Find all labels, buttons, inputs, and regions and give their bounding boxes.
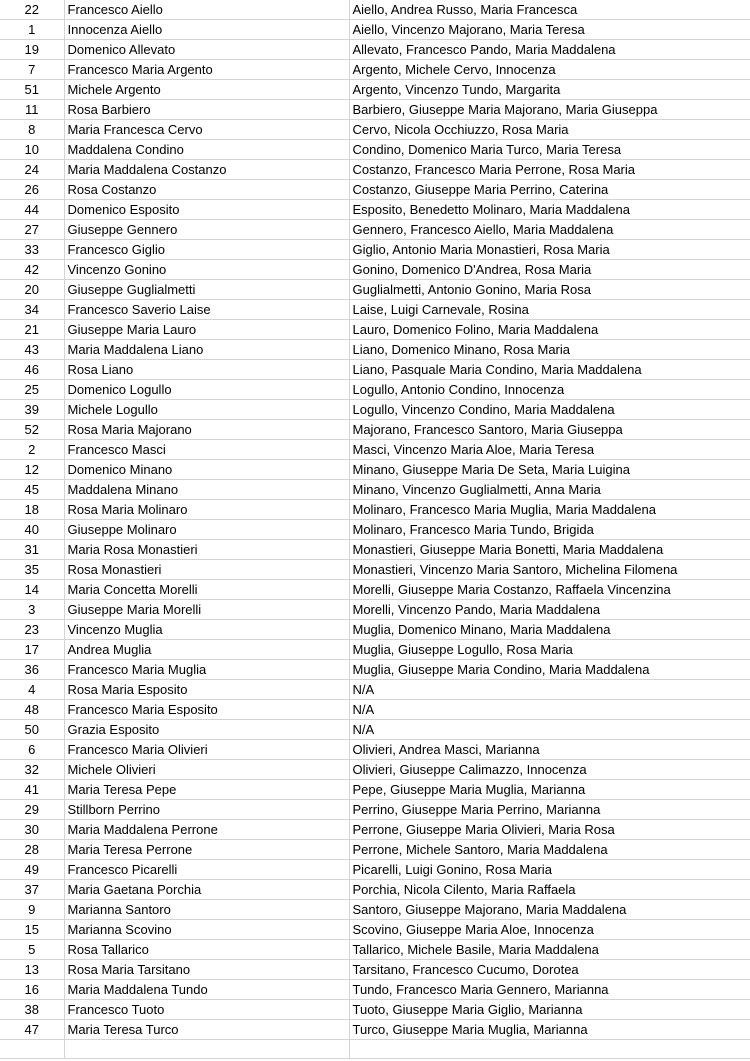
parents-cell[interactable]: Tallarico, Michele Basile, Maria Maddalena xyxy=(349,940,750,960)
record-number-cell[interactable]: 49 xyxy=(0,860,64,880)
record-number-cell[interactable]: 19 xyxy=(0,40,64,60)
record-number-cell[interactable]: 21 xyxy=(0,320,64,340)
record-number-cell[interactable]: 17 xyxy=(0,640,64,660)
person-name-cell[interactable]: Francesco Aiello xyxy=(64,0,349,20)
table-row xyxy=(0,0,750,20)
record-number-cell[interactable]: 31 xyxy=(0,540,64,560)
parents-cell[interactable]: Giglio, Antonio Maria Monastieri, Rosa Maria xyxy=(349,240,750,260)
person-name-cell[interactable]: Giuseppe Guglialmetti xyxy=(64,280,349,300)
person-name-cell[interactable]: Maria Teresa Pepe xyxy=(64,780,349,800)
person-name-cell[interactable]: Domenico Logullo xyxy=(64,380,349,400)
parents-cell[interactable]: Aiello, Vincenzo Majorano, Maria Teresa xyxy=(349,20,750,40)
table-row xyxy=(0,760,750,780)
table-row xyxy=(0,720,750,740)
record-number-cell[interactable]: 39 xyxy=(0,400,64,420)
record-number-cell[interactable]: 9 xyxy=(0,900,64,920)
table-row xyxy=(0,980,750,1000)
parents-cell[interactable]: N/A xyxy=(349,700,750,720)
parents-cell[interactable]: Muglia, Domenico Minano, Maria Maddalena xyxy=(349,620,750,640)
table-row xyxy=(0,100,750,120)
person-name-cell[interactable]: Marianna Santoro xyxy=(64,900,349,920)
table-row xyxy=(0,920,750,940)
parents-cell[interactable]: Costanzo, Francesco Maria Perrone, Rosa Maria xyxy=(349,160,750,180)
parents-cell[interactable]: Costanzo, Giuseppe Maria Perrino, Caterina xyxy=(349,180,750,200)
table-row xyxy=(0,880,750,900)
person-name-cell[interactable]: Domenico Minano xyxy=(64,460,349,480)
record-number-cell[interactable]: 23 xyxy=(0,620,64,640)
parents-cell[interactable]: Monastieri, Vincenzo Maria Santoro, Michelina Filomena xyxy=(349,560,750,580)
person-name-cell[interactable]: Maria Maddalena Liano xyxy=(64,340,349,360)
person-name-cell[interactable]: Francesco Maria Olivieri xyxy=(64,740,349,760)
record-number-cell[interactable]: 5 xyxy=(0,940,64,960)
parents-cell[interactable]: Gonino, Domenico D'Andrea, Rosa Maria xyxy=(349,260,750,280)
record-number-cell[interactable]: 28 xyxy=(0,840,64,860)
record-number-cell[interactable]: 46 xyxy=(0,360,64,380)
person-name-cell[interactable]: Francesco Picarelli xyxy=(64,860,349,880)
parents-cell[interactable]: Argento, Vincenzo Tundo, Margarita xyxy=(349,80,750,100)
person-name-cell[interactable]: Francesco Giglio xyxy=(64,240,349,260)
record-number-cell[interactable]: 51 xyxy=(0,80,64,100)
record-number-cell[interactable]: 13 xyxy=(0,960,64,980)
parents-cell[interactable]: Masci, Vincenzo Maria Aloe, Maria Teresa xyxy=(349,440,750,460)
person-name-cell[interactable]: Rosa Maria Tarsitano xyxy=(64,960,349,980)
parents-cell[interactable]: N/A xyxy=(349,680,750,700)
parents-cell[interactable]: Picarelli, Luigi Gonino, Rosa Maria xyxy=(349,860,750,880)
person-name-cell[interactable]: Vincenzo Muglia xyxy=(64,620,349,640)
person-name-cell[interactable]: Innocenza Aiello xyxy=(64,20,349,40)
record-number-cell[interactable]: 1 xyxy=(0,20,64,40)
record-number-cell[interactable]: 20 xyxy=(0,280,64,300)
table-row xyxy=(0,180,750,200)
record-number-cell[interactable]: 45 xyxy=(0,480,64,500)
parents-cell[interactable]: Minano, Giuseppe Maria De Seta, Maria Luigina xyxy=(349,460,750,480)
record-number-cell[interactable]: 25 xyxy=(0,380,64,400)
record-number-cell[interactable]: 6 xyxy=(0,740,64,760)
record-number-cell[interactable]: 7 xyxy=(0,60,64,80)
person-name-cell[interactable]: Francesco Tuoto xyxy=(64,1000,349,1020)
table-row xyxy=(0,80,750,100)
person-name-cell[interactable]: Maria Rosa Monastieri xyxy=(64,540,349,560)
parents-cell[interactable]: Argento, Michele Cervo, Innocenza xyxy=(349,60,750,80)
record-number-cell[interactable] xyxy=(0,1040,64,1059)
record-number-cell[interactable]: 33 xyxy=(0,240,64,260)
person-name-cell[interactable]: Giuseppe Molinaro xyxy=(64,520,349,540)
parents-cell[interactable]: Santoro, Giuseppe Majorano, Maria Maddalena xyxy=(349,900,750,920)
table-row xyxy=(0,240,750,260)
parents-cell[interactable]: Minano, Vincenzo Guglialmetti, Anna Maria xyxy=(349,480,750,500)
table-row xyxy=(0,360,750,380)
table-row xyxy=(0,840,750,860)
table-row xyxy=(0,420,750,440)
table-row xyxy=(0,200,750,220)
person-name-cell[interactable]: Giuseppe Maria Morelli xyxy=(64,600,349,620)
person-name-cell[interactable]: Francesco Maria Muglia xyxy=(64,660,349,680)
person-name-cell[interactable]: Andrea Muglia xyxy=(64,640,349,660)
record-number-cell[interactable]: 11 xyxy=(0,100,64,120)
table-row xyxy=(0,1000,750,1020)
table-row xyxy=(0,460,750,480)
record-number-cell[interactable]: 50 xyxy=(0,720,64,740)
record-number-cell[interactable]: 12 xyxy=(0,460,64,480)
parents-cell[interactable]: Monastieri, Giuseppe Maria Bonetti, Maria Maddalena xyxy=(349,540,750,560)
record-number-cell[interactable]: 36 xyxy=(0,660,64,680)
table-row xyxy=(0,960,750,980)
table-row xyxy=(0,160,750,180)
parents-cell[interactable]: Scovino, Giuseppe Maria Aloe, Innocenza xyxy=(349,920,750,940)
table-row xyxy=(0,300,750,320)
record-number-cell[interactable]: 35 xyxy=(0,560,64,580)
record-number-cell[interactable]: 18 xyxy=(0,500,64,520)
record-number-cell[interactable]: 34 xyxy=(0,300,64,320)
parents-cell[interactable]: Tundo, Francesco Maria Gennero, Marianna xyxy=(349,980,750,1000)
record-number-cell[interactable]: 30 xyxy=(0,820,64,840)
table-row xyxy=(0,700,750,720)
person-name-cell[interactable]: Giuseppe Gennero xyxy=(64,220,349,240)
parents-cell[interactable]: Perrino, Giuseppe Maria Perrino, Marianna xyxy=(349,800,750,820)
person-name-cell[interactable]: Maria Francesca Cervo xyxy=(64,120,349,140)
person-name-cell[interactable]: Maria Gaetana Porchia xyxy=(64,880,349,900)
parents-cell[interactable]: Logullo, Vincenzo Condino, Maria Maddalena xyxy=(349,400,750,420)
parents-cell[interactable]: Allevato, Francesco Pando, Maria Maddalena xyxy=(349,40,750,60)
person-name-cell[interactable]: Rosa Liano xyxy=(64,360,349,380)
parents-cell[interactable]: Esposito, Benedetto Molinaro, Maria Maddalena xyxy=(349,200,750,220)
person-name-cell[interactable]: Maria Concetta Morelli xyxy=(64,580,349,600)
table-row xyxy=(0,40,750,60)
record-number-cell[interactable]: 22 xyxy=(0,0,64,20)
person-name-cell[interactable]: Giuseppe Maria Lauro xyxy=(64,320,349,340)
parents-cell[interactable]: Perrone, Giuseppe Maria Olivieri, Maria Rosa xyxy=(349,820,750,840)
table-row xyxy=(0,660,750,680)
person-name-cell[interactable]: Francesco Maria Argento xyxy=(64,60,349,80)
record-number-cell[interactable]: 27 xyxy=(0,220,64,240)
table-row xyxy=(0,20,750,40)
record-number-cell[interactable]: 32 xyxy=(0,760,64,780)
record-number-cell[interactable]: 43 xyxy=(0,340,64,360)
record-number-cell[interactable]: 15 xyxy=(0,920,64,940)
parents-cell[interactable]: Muglia, Giuseppe Maria Condino, Maria Maddalena xyxy=(349,660,750,680)
parents-cell[interactable] xyxy=(349,1040,750,1059)
person-name-cell[interactable]: Maria Teresa Turco xyxy=(64,1020,349,1040)
person-name-cell[interactable]: Francesco Saverio Laise xyxy=(64,300,349,320)
person-name-cell[interactable]: Maddalena Condino xyxy=(64,140,349,160)
person-name-cell[interactable] xyxy=(64,1040,349,1059)
parents-cell[interactable]: Logullo, Antonio Condino, Innocenza xyxy=(349,380,750,400)
parents-cell[interactable]: Gennero, Francesco Aiello, Maria Maddalena xyxy=(349,220,750,240)
record-number-cell[interactable]: 8 xyxy=(0,120,64,140)
person-name-cell[interactable]: Rosa Maria Esposito xyxy=(64,680,349,700)
person-name-cell[interactable]: Domenico Esposito xyxy=(64,200,349,220)
person-name-cell[interactable]: Maria Teresa Perrone xyxy=(64,840,349,860)
table-row xyxy=(0,1020,750,1040)
table-row xyxy=(0,860,750,880)
table-row xyxy=(0,560,750,580)
parents-cell[interactable]: Pepe, Giuseppe Maria Muglia, Marianna xyxy=(349,780,750,800)
parents-cell[interactable]: Condino, Domenico Maria Turco, Maria Teresa xyxy=(349,140,750,160)
table-row xyxy=(0,380,750,400)
table-row xyxy=(0,140,750,160)
person-name-cell[interactable]: Rosa Tallarico xyxy=(64,940,349,960)
person-name-cell[interactable]: Rosa Barbiero xyxy=(64,100,349,120)
parents-cell[interactable]: Liano, Pasquale Maria Condino, Maria Maddalena xyxy=(349,360,750,380)
record-number-cell[interactable]: 4 xyxy=(0,680,64,700)
table-row xyxy=(0,580,750,600)
parents-cell[interactable]: Olivieri, Andrea Masci, Marianna xyxy=(349,740,750,760)
parents-cell[interactable]: Tuoto, Giuseppe Maria Giglio, Marianna xyxy=(349,1000,750,1020)
table-row xyxy=(0,120,750,140)
table-row xyxy=(0,620,750,640)
table-row xyxy=(0,680,750,700)
parents-cell[interactable]: Tarsitano, Francesco Cucumo, Dorotea xyxy=(349,960,750,980)
parents-cell[interactable]: Porchia, Nicola Cilento, Maria Raffaela xyxy=(349,880,750,900)
table-row xyxy=(0,1040,750,1059)
table-row xyxy=(0,500,750,520)
person-name-cell[interactable]: Francesco Masci xyxy=(64,440,349,460)
parents-cell[interactable]: Morelli, Vincenzo Pando, Maria Maddalena xyxy=(349,600,750,620)
person-name-cell[interactable]: Stillborn Perrino xyxy=(64,800,349,820)
parents-cell[interactable]: Aiello, Andrea Russo, Maria Francesca xyxy=(349,0,750,20)
table-row xyxy=(0,520,750,540)
table-row xyxy=(0,940,750,960)
record-number-cell[interactable]: 37 xyxy=(0,880,64,900)
record-number-cell[interactable]: 48 xyxy=(0,700,64,720)
record-number-cell[interactable]: 3 xyxy=(0,600,64,620)
person-name-cell[interactable]: Michele Olivieri xyxy=(64,760,349,780)
table-row xyxy=(0,340,750,360)
table-row xyxy=(0,640,750,660)
table-row xyxy=(0,800,750,820)
person-name-cell[interactable]: Maria Maddalena Tundo xyxy=(64,980,349,1000)
person-name-cell[interactable]: Rosa Monastieri xyxy=(64,560,349,580)
person-name-cell[interactable]: Rosa Maria Molinaro xyxy=(64,500,349,520)
person-name-cell[interactable]: Francesco Maria Esposito xyxy=(64,700,349,720)
table-row xyxy=(0,280,750,300)
record-number-cell[interactable]: 38 xyxy=(0,1000,64,1020)
record-number-cell[interactable]: 10 xyxy=(0,140,64,160)
record-number-cell[interactable]: 2 xyxy=(0,440,64,460)
person-name-cell[interactable]: Maria Maddalena Perrone xyxy=(64,820,349,840)
person-name-cell[interactable]: Rosa Maria Majorano xyxy=(64,420,349,440)
person-name-cell[interactable]: Maddalena Minano xyxy=(64,480,349,500)
person-name-cell[interactable]: Michele Logullo xyxy=(64,400,349,420)
table-row xyxy=(0,900,750,920)
person-name-cell[interactable]: Michele Argento xyxy=(64,80,349,100)
parents-cell[interactable]: Laise, Luigi Carnevale, Rosina xyxy=(349,300,750,320)
record-number-cell[interactable]: 42 xyxy=(0,260,64,280)
table-row xyxy=(0,820,750,840)
parents-cell[interactable]: Molinaro, Francesco Maria Tundo, Brigida xyxy=(349,520,750,540)
table-row xyxy=(0,260,750,280)
parents-cell[interactable]: Guglialmetti, Antonio Gonino, Maria Rosa xyxy=(349,280,750,300)
person-name-cell[interactable]: Vincenzo Gonino xyxy=(64,260,349,280)
parents-cell[interactable]: Turco, Giuseppe Maria Muglia, Marianna xyxy=(349,1020,750,1040)
table-row xyxy=(0,400,750,420)
person-name-cell[interactable]: Grazia Esposito xyxy=(64,720,349,740)
record-number-cell[interactable]: 40 xyxy=(0,520,64,540)
table-row xyxy=(0,740,750,760)
table-row xyxy=(0,220,750,240)
table-row xyxy=(0,480,750,500)
person-name-cell[interactable]: Maria Maddalena Costanzo xyxy=(64,160,349,180)
table-row xyxy=(0,60,750,80)
parents-cell[interactable]: N/A xyxy=(349,720,750,740)
parents-cell[interactable]: Molinaro, Francesco Maria Muglia, Maria Maddalena xyxy=(349,500,750,520)
parents-cell[interactable]: Morelli, Giuseppe Maria Costanzo, Raffaela Vincenzina xyxy=(349,580,750,600)
person-name-cell[interactable]: Domenico Allevato xyxy=(64,40,349,60)
table-row xyxy=(0,440,750,460)
record-number-cell[interactable]: 47 xyxy=(0,1020,64,1040)
parents-cell[interactable]: Muglia, Giuseppe Logullo, Rosa Maria xyxy=(349,640,750,660)
record-number-cell[interactable]: 29 xyxy=(0,800,64,820)
record-number-cell[interactable]: 41 xyxy=(0,780,64,800)
parents-cell[interactable]: Majorano, Francesco Santoro, Maria Giuseppa xyxy=(349,420,750,440)
person-name-cell[interactable]: Rosa Costanzo xyxy=(64,180,349,200)
parents-cell[interactable]: Olivieri, Giuseppe Calimazzo, Innocenza xyxy=(349,760,750,780)
parents-cell[interactable]: Lauro, Domenico Folino, Maria Maddalena xyxy=(349,320,750,340)
record-number-cell[interactable]: 14 xyxy=(0,580,64,600)
parents-cell[interactable]: Barbiero, Giuseppe Maria Majorano, Maria Giuseppa xyxy=(349,100,750,120)
table-row xyxy=(0,600,750,620)
record-number-cell[interactable]: 16 xyxy=(0,980,64,1000)
parents-cell[interactable]: Perrone, Michele Santoro, Maria Maddalena xyxy=(349,840,750,860)
record-number-cell[interactable]: 26 xyxy=(0,180,64,200)
record-number-cell[interactable]: 44 xyxy=(0,200,64,220)
table-row xyxy=(0,540,750,560)
record-number-cell[interactable]: 24 xyxy=(0,160,64,180)
table-row xyxy=(0,780,750,800)
person-name-cell[interactable]: Marianna Scovino xyxy=(64,920,349,940)
parents-cell[interactable]: Liano, Domenico Minano, Rosa Maria xyxy=(349,340,750,360)
table-row xyxy=(0,320,750,340)
parents-cell[interactable]: Cervo, Nicola Occhiuzzo, Rosa Maria xyxy=(349,120,750,140)
record-number-cell[interactable]: 52 xyxy=(0,420,64,440)
